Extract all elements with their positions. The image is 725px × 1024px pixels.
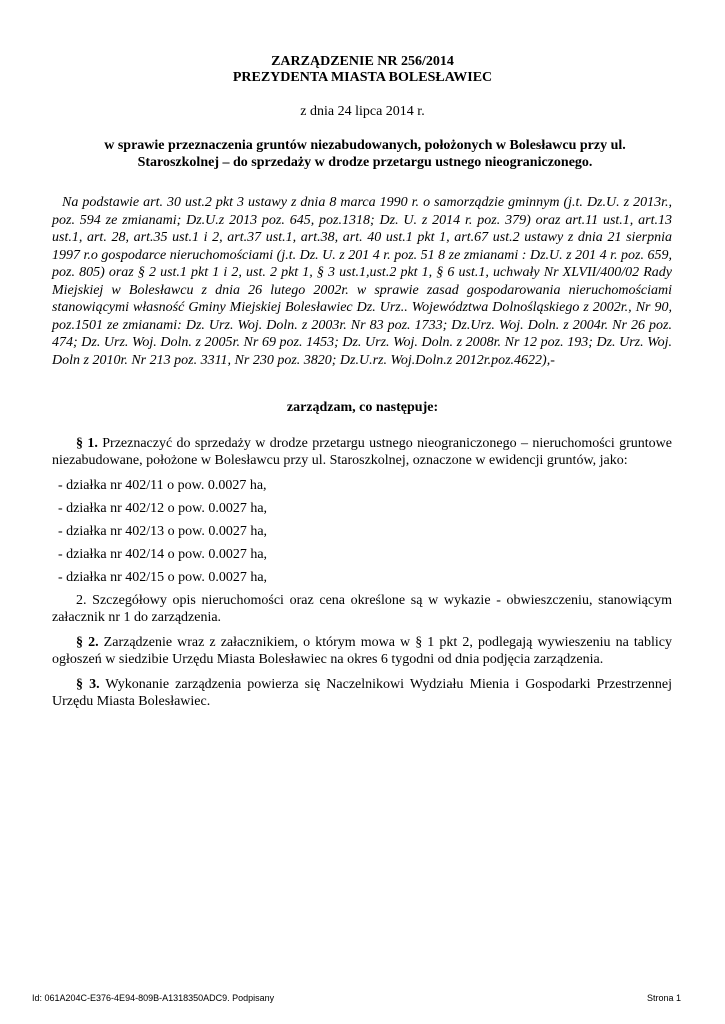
order-phrase: zarządzam, co następuje:: [286, 400, 439, 415]
section-1-point-2: 2. Szczegółowy opis nieruchomości oraz cena określone są w wykazie - obwieszczeniu, stanowiącym załacznik nr 1 do zarządzenia.: [52, 593, 672, 625]
section-1-text: Przeznaczyć do sprzedaży w drodze przetargu ustnego nieograniczonego – nieruchomości gruntowe niezabudowane, położone w Bolesławcu przy ul. Staroszkolnej, oznaczone w ewidencji gruntów, jako:: [52, 436, 673, 468]
section-1: [52, 435, 672, 469]
title-line-2: PREZYDENTA MIASTA BOLESŁAWIEC: [232, 70, 493, 85]
section-3: [52, 676, 672, 710]
list-item: - działka nr 402/12 o pow. 0.0027 ha,: [58, 501, 268, 516]
section-1-mark: § 1.: [76, 436, 98, 451]
section-3-text: Wykonanie zarządzenia powierza się Naczelnikowi Wydziału Mienia i Gospodarki Przestrzennej Urzędu Miasta Bolesławiec.: [52, 677, 672, 709]
list-item: - działka nr 402/15 o pow. 0.0027 ha,: [58, 570, 268, 585]
footer-id: Id: 061A204C-E376-4E94-809B-A1318350ADC9. Podpisany: [32, 993, 275, 1003]
document-title: [0, 54, 725, 86]
subject-line-2: Staroszkolnej – do sprzedaży w drodze przetargu ustnego nieograniczonego.: [137, 155, 593, 170]
document-subject: [60, 137, 670, 171]
parcel-list: [52, 477, 672, 586]
section-3-mark: § 3.: [76, 677, 100, 692]
legal-basis: Na podstawie art. 30 ust.2 pkt 3 ustawy z dnia 8 marca 1990 r. o samorządzie gminnym (j.t. Dz.U. z 2013r., poz. 594 ze zmianami; Dz.U.z 2013 poz. 645, poz.1318; Dz. U. z 2014 r. poz. 379) oraz art.11 ust.1, art.13 ust.1, art. 28, art.35 ust.1 i 2, art.37 ust.1, art.38, art. 40 ust.1 pkt 1, art.67 ust.2 ustawy z dnia 21 sierpnia 1997 r.o gospodarce nieruchomościami (j.t. Dz. U. z 201 4 r. poz. 51 8 ze zmianami : Dz.U. z 201 4 r. poz. 659, poz. 805) oraz § 2 ust.1 pkt 1 i 2, ust. 2 pkt 1, § 3 ust.1,ust.2 pkt 1, § 6 ust.1, uchwały Nr XLVII/400/02 Rady Miejskiej w Bolesławcu z dnia 26 lutego 2002r. w sprawie zasad gospodarowania nieruchomościami stanowiącymi własność Gminy Miejskiej Bolesławiec Dz. Urz.. Województwa Dolnośląskiego z 2002r., Nr 90, poz.1501 ze zmianami: Dz. Urz. Woj. Doln. z 2003r. Nr 83 poz. 1733; Dz.Urz. Woj. Doln. z 2004r. Nr 26 poz. 474; Dz. Urz. Woj. Doln. z 2005r. Nr 69 poz. 1453; Dz. Urz. Woj. Doln. z 2008r. Nr 12 poz. 193; Dz. Urz. Woj. Doln z 2010r. Nr 213 poz. 3311, Nr 230 poz. 3820; Dz.U.rz. Woj.Doln.z 2012r.poz.4622),-: [52, 195, 672, 368]
section-2-mark: § 2.: [76, 635, 99, 650]
document-body: [52, 435, 672, 718]
list-item: - działka nr 402/14 o pow. 0.0027 ha,: [58, 547, 268, 562]
title-line-1: ZARZĄDZENIE NR 256/2014: [271, 54, 454, 69]
section-2: [52, 634, 672, 668]
footer-page-number: Strona 1: [646, 993, 681, 1003]
subject-line-1: w sprawie przeznaczenia gruntów niezabudowanych, położonych w Bolesławcu przy ul.: [104, 138, 626, 153]
list-item: - działka nr 402/11 o pow. 0.0027 ha,: [58, 478, 267, 493]
document-date: z dnia 24 lipca 2014 r.: [300, 104, 425, 119]
section-2-text: Zarządzenie wraz z załacznikiem, o którym mowa w § 1 pkt 2, podlegają wywieszeniu na tablicy ogłoszeń w siedzibie Urzędu Miasta Bolesławiec na okres 6 tygodni od dnia podjęcia zarządzenia.: [52, 635, 673, 667]
list-item: - działka nr 402/13 o pow. 0.0027 ha,: [58, 524, 268, 539]
